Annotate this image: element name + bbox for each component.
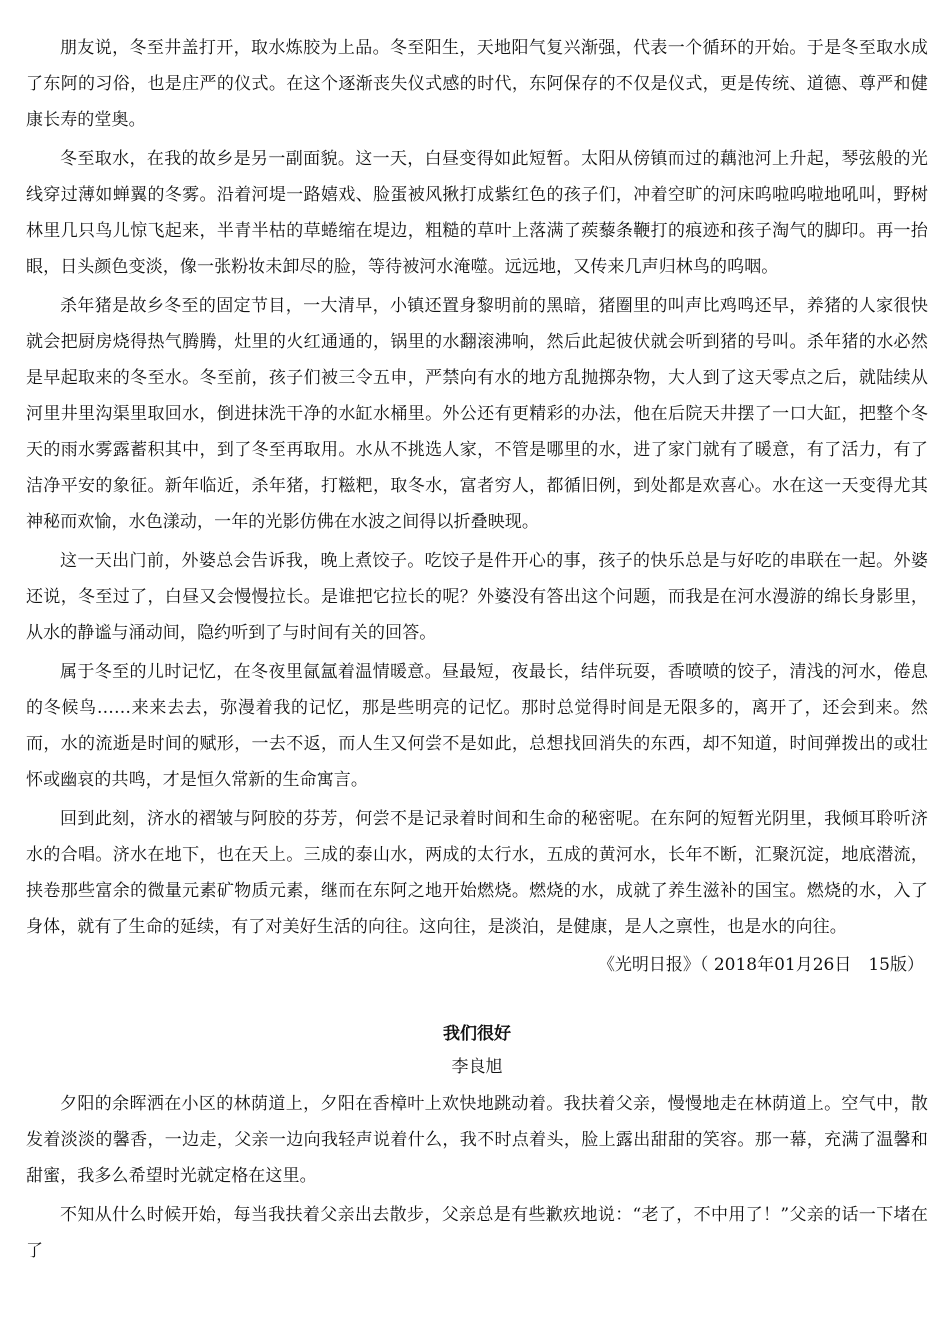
paragraph: 朋友说，冬至井盖打开，取水炼胶为上品。冬至阳生，天地阳气复兴渐强，代表一个循环的开始。于是冬至取水成了东阿的习俗，也是庄严的仪式。在这个逐渐丧失仪式感的时代，东阿保存的不仅是仪式，更是传统、道德、尊严和健康长寿的堂奥。: [26, 38, 928, 130]
article-we-are-fine: [26, 1018, 928, 1269]
paragraph: 不知从什么时候开始，每当我扶着父亲出去散步，父亲总是有些歉疚地说：“老了，不中用了！”父亲的话一下堵在了: [26, 1205, 928, 1261]
article-winter-solstice: [26, 30, 928, 982]
document-content: [26, 30, 928, 1272]
paragraph: 回到此刻，济水的褶皱与阿胶的芬芳，何尝不是记录着时间和生命的秘密呢。在东阿的短暂光阴里，我倾耳聆听济水的合唱。济水在地下，也在天上。三成的泰山水，两成的太行水，五成的黄河水，长年不断，汇聚沉淀，地底潜流，挟卷那些富余的微量元素矿物质元素，继而在东阿之地开始燃烧。燃烧的水，成就了养生滋补的国宝。燃烧的水，入了身体，就有了生命的延续，有了对美好生活的向往。这向往，是淡泊，是健康，是人之禀性，也是水的向往。: [26, 809, 928, 937]
article-author: 李良旭: [451, 1057, 503, 1077]
paragraph: 夕阳的余晖洒在小区的林荫道上，夕阳在香樟叶上欢快地跳动着。我扶着父亲，慢慢地走在林荫道上。空气中，散发着淡淡的馨香，一边走，父亲一边向我轻声说着什么，我不时点着头，脸上露出甜甜的笑容。那一幕，充满了温馨和甜蜜，我多么希望时光就定格在这里。: [26, 1094, 928, 1186]
paragraph: 杀年猪是故乡冬至的固定节目，一大清早，小镇还置身黎明前的黑暗，猪圈里的叫声比鸡鸣还早，养猪的人家很快就会把厨房烧得热气腾腾，灶里的火红通通的，锅里的水翻滚沸响，然后此起彼伏就会听到猪的号叫。杀年猪的水必然是早起取来的冬至水。冬至前，孩子们被三令五申，严禁向有水的地方乱抛掷杂物，大人到了这天零点之后，就陆续从河里井里沟渠里取回水，倒进抹洗干净的水缸水桶里。外公还有更精彩的办法，他在后院天井摆了一口大缸，把整个冬天的雨水雾露蓄积其中，到了冬至再取用。水从不挑选人家，不管是哪里的水，进了家门就有了暖意，有了活力，有了洁净平安的象征。新年临近，杀年猪，打糍粑，取冬水，富者穷人，都循旧例，到处都是欢喜心。水在这一天变得尤其神秘而欢愉，水色漾动，一年的光影仿佛在水波之间得以折叠映现。: [26, 296, 928, 532]
paragraph: 这一天出门前，外婆总会告诉我，晚上煮饺子。吃饺子是件开心的事，孩子的快乐总是与好吃的串联在一起。外婆还说，冬至过了，白昼又会慢慢拉长。是谁把它拉长的呢？外婆没有答出这个问题，而我是在河水漫游的绵长身影里，从水的静谧与涌动间，隐约听到了与时间有关的回答。: [26, 551, 928, 643]
section-spacer: [26, 982, 928, 1018]
paragraph: 冬至取水，在我的故乡是另一副面貌。这一天，白昼变得如此短暂。太阳从傍镇而过的藕池河上升起，琴弦般的光线穿过薄如蝉翼的冬雾。沿着河堤一路嬉戏、脸蛋被风揪打成紫红色的孩子们，冲着空旷的河床呜啦呜啦地吼叫，野树林里几只鸟儿惊飞起来，半青半枯的草蜷缩在堤边，粗糙的草叶上落满了蒺藜条鞭打的痕迹和孩子淘气的脚印。再一抬眼，日头颜色变淡，像一张粉妆未卸尽的脸，等待被河水淹噬。远远地，又传来几声归林鸟的呜咽。: [26, 149, 928, 277]
source-citation: 《光明日报》（ 2018年01月26日 15版）: [597, 955, 924, 975]
paragraph: 属于冬至的儿时记忆，在冬夜里氤氲着温情暖意。昼最短，夜最长，结伴玩耍，香喷喷的饺子，清浅的河水，倦息的冬候鸟……来来去去，弥漫着我的记忆，那是些明亮的记忆。那时总觉得时间是无限多的，离开了，还会到来。然而，水的流逝是时间的赋形，一去不返，而人生又何尝不是如此，总想找回消失的东西，却不知道，时间弹拨出的或壮怀或幽哀的共鸣，才是恒久常新的生命寓言。: [26, 662, 928, 790]
article-title: 我们很好: [443, 1024, 511, 1044]
